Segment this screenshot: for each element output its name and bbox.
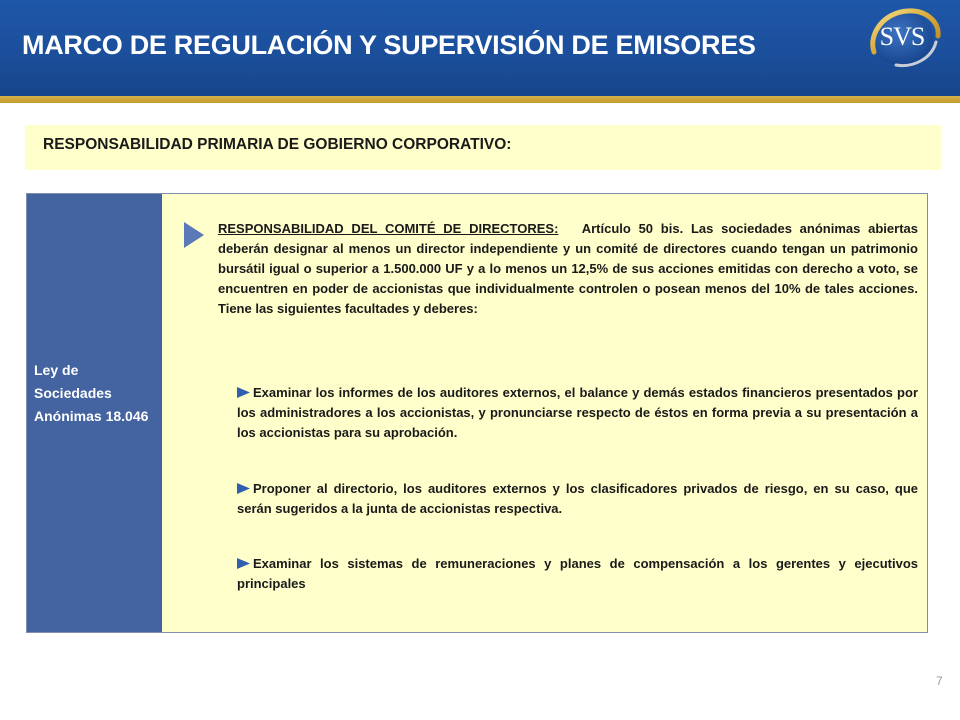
svs-logo	[866, 8, 944, 70]
page-title: MARCO DE REGULACIÓN Y SUPERVISIÓN DE EMISORES	[22, 30, 756, 60]
law-sidebar	[27, 194, 162, 632]
page-number: 7	[936, 674, 943, 688]
logo-text: SVS	[879, 22, 925, 51]
list-item	[237, 554, 918, 594]
committee-body: Artículo 50 bis. Las sociedades anónimas abiertas deberán designar al menos un director independiente y un comité de directores cuando tengan un patrimonio bursátil igual o superior a 1.500.000 UF y a lo menos un 12,5% de sus acciones emitidas con derecho a voto, se encuentren en poder de accionistas que individualmente controlen o posean menos del 10% de tales acciones. Tiene las siguientes facultades y deberes:	[218, 221, 918, 316]
bullet-text: Examinar los sistemas de remuneraciones y planes de compensación a los gerentes y ejecutivos principales	[237, 556, 918, 591]
small-triangle-right-icon	[237, 483, 250, 494]
section-heading-bar	[25, 125, 941, 170]
small-triangle-right-icon	[237, 558, 250, 569]
law-label: Ley de Sociedades Anónimas 18.046	[34, 362, 149, 424]
list-item	[237, 383, 918, 443]
small-triangle-right-icon	[237, 387, 250, 398]
committee-lead: RESPONSABILIDAD DEL COMITÉ DE DIRECTORES:	[218, 221, 559, 236]
committee-paragraph	[218, 219, 918, 319]
bullet-text: Examinar los informes de los auditores externos, el balance y demás estados financieros presentados por los administradores a los accionistas, y pronunciarse respecto de éstos en forma previa a su presentación a los accionistas para su aprobación.	[237, 385, 918, 440]
section-heading: RESPONSABILIDAD PRIMARIA DE GOBIERNO CORPORATIVO:	[43, 136, 512, 153]
gold-divider	[0, 96, 960, 103]
list-item	[237, 479, 918, 519]
bullet-text: Proponer al directorio, los auditores externos y los clasificadores privados de riesgo, en su caso, que serán sugeridos a la junta de accionistas respectiva.	[237, 481, 918, 516]
content-panel	[26, 193, 928, 633]
header-banner	[0, 0, 960, 96]
triangle-right-icon	[184, 222, 204, 248]
